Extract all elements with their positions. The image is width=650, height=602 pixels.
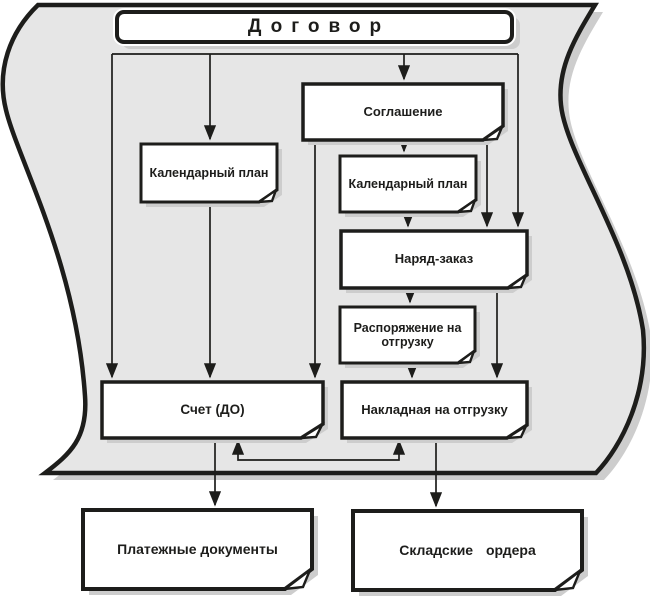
node-label-schet: Счет (ДО) [180,402,245,418]
node-schet [102,382,328,443]
node-label-skladskie: Складские ордера [399,542,536,559]
node-label-nakladnaya: Накладная на отгрузку [361,401,508,417]
node-kalplan1 [141,144,282,207]
node-label-soglashenie: Соглашение [363,103,443,119]
node-kalplan2 [340,156,481,217]
node-label-dogovor: Договор [247,16,391,38]
node-label-platezhnye: Платежные документы [117,541,278,558]
node-soglashenie [303,84,508,145]
node-nakladnaya [342,382,532,443]
node-label-kalplan1: Календарный план [149,165,269,180]
node-label-naryad: Наряд-заказ [394,251,474,267]
node-skladskie [353,511,588,596]
node-naryad [341,231,532,293]
node-label-kalplan2: Календарный план [348,176,468,191]
node-dogovor [113,8,520,49]
node-platezhnye [83,510,318,595]
node-rasporyazhenie [340,307,480,368]
node-label-rasporyazhenie: Распоряжение на отгрузку [353,320,462,349]
